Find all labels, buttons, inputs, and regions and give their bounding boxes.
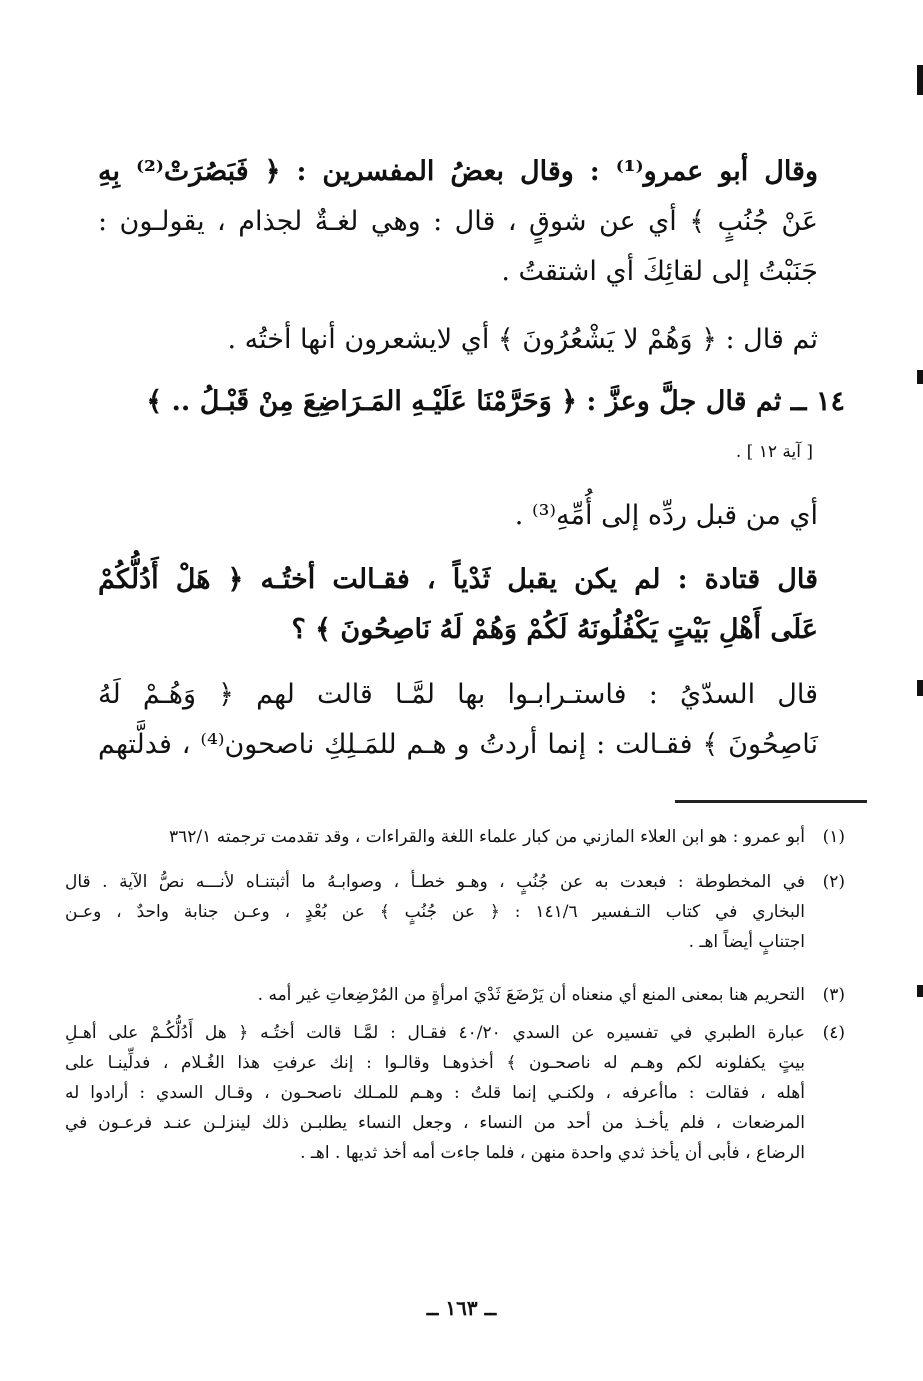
footnote-2-line-1: في المخطوطة : فبعدت به عن جُنُبٍ ، وهـو خطـأ ، وصوابـهُ ما أثبتنـاه لأنـــه نصُّ الآية . قال (65, 872, 805, 892)
scan-edge-mark (917, 370, 923, 384)
footnote-3-number: (٣) (822, 985, 845, 1005)
scan-edge-mark (917, 65, 923, 95)
scan-edge-mark (917, 985, 923, 997)
text-line-7 (98, 560, 818, 600)
text-line-3 (98, 252, 818, 292)
footnote-4-line-5: الرضاع ، فأبى أن يأخذ ثدي واحدة منهن ، فلما جاءت أمه أخذ ثديها . اهـ . (300, 1143, 805, 1163)
text-line-4 (98, 320, 818, 360)
text-line-10 (98, 725, 818, 765)
text-line-8-content: عَلَى أَهْلِ بَيْتٍ يَكْفُلُونَهُ لَكُمْ وَهُمْ لَهُ نَاصِحُونَ ﴾ ؟ (291, 614, 818, 645)
footnote-4-line-1: عبارة الطبري في تفسيره عن السدي ٤٠/٢٠ فقـال : لمَّـا قالت أختُـه ﴿ هل أَدُلُّكُـمْ على أهـلِ (65, 1023, 806, 1043)
footnote-4-line-3: أهله ، فقالت : ماأعرفه ، ولكنـي إنما قلتُ : وهـم للمـلك ناصحـون ، وقـال السدي : أرادوا له (65, 1083, 805, 1103)
footnote-1-number: (١) (822, 827, 845, 847)
footnote-3-line-1: التحريم هنا بمعنى المنع أي منعناه أن يَرْضَعَ ثَدْيَ امرأةٍ من المُرْضِعاتِ غير أمه . (257, 985, 805, 1005)
text-line-1-content: وقال أبو عمرو⁽¹⁾ : وقال بعضُ المفسرين : ﴿ فَبَصُرَتْ⁽²⁾ بِهِ (98, 156, 818, 187)
text-line-9 (98, 675, 818, 715)
footnote-4-number: (٤) (822, 1023, 845, 1043)
text-line-2-content: عَنْ جُنُبٍ ﴾ أي عن شوقٍ ، قال : وهي لغـةٌ لجذام ، يقولـون : (98, 206, 818, 237)
text-line-10-content: نَاصِحُونَ ﴾ فقـالت : إنما أردتُ و هـم للمَـلِكِ ناصحون⁽⁴⁾ ، فدلَّتهم (98, 729, 818, 760)
verse-14-line (85, 382, 845, 422)
footnote-3 (65, 980, 845, 1010)
text-line-7-content: قال قتادة : لم يكن يقبل ثَدْياً ، فقـالت أختُـه ﴿ هَلْ أَدُلُّكُمْ (98, 564, 818, 595)
footnote-4-line-2: بيتٍ يكفلونه لكم وهـم له ناصحـون ﴾ أخذوهـا وقالـوا : إنك عرفتِ هذا الغُـلام ، فدلِّينـا على (65, 1053, 805, 1073)
scan-edge-mark (917, 680, 923, 696)
text-line-2 (98, 202, 818, 242)
text-line-6 (98, 496, 818, 536)
footnote-2-line-3: اجتنابٍ أيضاً اهـ . (688, 932, 805, 952)
footnote-2-number: (٢) (822, 872, 845, 892)
text-line-9-content: قال السدّيُ : فاستـرابـوا بها لمَّـا قالت لهم ﴿ وَهُـمْ لَهُ (98, 679, 818, 710)
footnote-4 (65, 1018, 845, 1168)
page-number: ــ ١٦٣ ــ (426, 1296, 497, 1320)
verse-reference: [ آية ١٢ ] . (735, 442, 813, 462)
footnote-1-line-1: أبو عمرو : هو ابن العلاء المازني من كبار علماء اللغة والقراءات ، وقد تقدمت ترجمته ٣٦٢/١ (169, 827, 805, 847)
footnote-2-line-2: البخاري في كتاب التـفسير ١٤١/٦ : ﴿ عن جُنُبٍ ﴾ عن بُعْدٍ ، وعـن جنابة واحدٌ ، وعـن (65, 902, 805, 922)
footnote-1 (65, 822, 845, 852)
text-line-6-content: أي من قبل ردِّه إلى أُمِّهِ⁽³⁾ . (514, 500, 818, 531)
text-line-8 (98, 610, 818, 650)
text-line-3-content: جَنَبْتُ إلى لقائِكَ أي اشتقتُ . (501, 256, 818, 287)
footnote-2 (65, 867, 845, 957)
footnote-separator (675, 800, 867, 803)
verse-14-text: ١٤ ــ ثم قال جلَّ وعزَّ : ﴿ وَحَرَّمْنَا عَلَيْـهِ المَـرَاضِعَ مِنْ قَبْـلُ .. ﴾ (146, 386, 845, 417)
footnote-4-line-4: المرضعات ، فلم يأخـذ من أحد من النساء ، وجعل النساء يطلبـن ذلك لينزلـن عنـد فرعـون في (65, 1113, 805, 1133)
text-line-4-content: ثم قال : ﴿ وَهُمْ لا يَشْعُرُونَ ﴾ أي لايشعرون أنها أختُه . (227, 324, 818, 355)
text-line-1 (98, 152, 818, 192)
